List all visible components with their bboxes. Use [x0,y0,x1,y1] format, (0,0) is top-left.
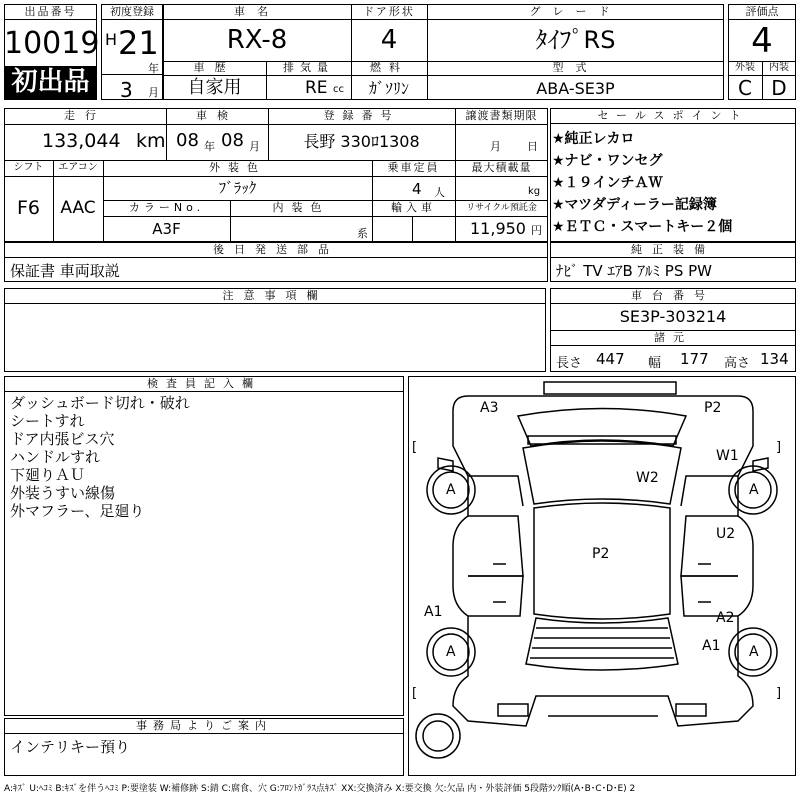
mark-a3: A3 [480,400,499,416]
year-unit: 年 [148,62,159,75]
footer-legend: A:ｷｽﾞ U:ﾍｺﾐ B:ｷｽﾞを伴うﾍｺﾐ P:要塗装 W:補修跡 S:錆 C:腐食、穴 G:ﾌﾛﾝﾄｶﾞﾗｽ点ｷｽﾞ XX:交換済み X:要交換 欠:欠品 内・外装評価 5段階ﾗﾝｸ順(A･B･C･D･E) 2 [4,784,636,794]
inspection-year: 08 [176,130,199,151]
door-label: ドア形状 [363,5,415,18]
transfer-day-unit: 日 [527,140,538,153]
inspector-note: ダッシュボード切れ・破れ [10,394,190,412]
score-label: 評価点 [745,5,779,18]
office-text: インテリキー預り [10,738,131,756]
inspector-note: 外マフラー、足廻り [10,502,145,520]
mark-wheel-rr: A [749,644,759,660]
mileage: 133,044 [42,130,121,152]
mark-a1-right: A1 [702,638,721,654]
history: 自家用 [187,77,242,98]
interior-color-label: 内装色 [272,201,330,214]
mark-u2: U2 [716,526,736,542]
sales-point: ★ナビ・ワンセグ [552,153,663,169]
lot-label: 出品番号 [4,4,97,20]
sales-points-list [552,128,796,238]
registration-label: 初度登録 [101,4,163,20]
fuel-label: 燃料 [370,61,408,74]
sales-point: ★１９インチＡＷ [552,175,663,191]
exterior-color-label: 外装色 [209,161,266,174]
top-bar [544,382,676,394]
recycle-amount: 11,950 [470,219,526,238]
exterior-color: ﾌﾞﾗｯｸ [218,179,257,197]
equipment-label: 純正装備 [550,242,796,258]
mileage-unit: km [136,130,166,152]
inspector-notes [10,394,400,520]
width: 177 [680,350,709,368]
model-code: ABA-SE3P [536,79,615,98]
plate-number: 長野 330ﾛ1308 [303,132,420,151]
shift: F6 [16,197,41,219]
car-name: RX-8 [226,25,288,55]
plate-label: 登録番号 [323,109,400,122]
recycle-unit: 円 [531,224,542,237]
later-parts-label: 後日発送部品 [4,242,548,258]
transfer-month-unit: 月 [490,140,501,153]
chassis-number: SE3P-303214 [619,307,727,326]
fuel: ｶﾞｿﾘﾝ [368,79,409,98]
color-no-label: カラーNo. [128,201,205,214]
mark-wheel-rl: A [446,644,456,660]
interior-color-unit: 系 [357,227,368,240]
sales-point: ★純正レカロ [552,131,635,147]
ac: AAC [60,198,96,218]
grade-label: グレード [529,5,622,18]
inspector-label: 検査員記入欄 [4,376,404,392]
registration-month: 3 [120,78,133,102]
office-label: 事務局よりご案内 [4,718,404,734]
car-diagram [408,376,796,776]
bracket-open-1: [ [412,440,418,455]
max-load-unit: kg [528,186,541,197]
max-load-label: 最大積載量 [471,161,532,174]
displacement-label: 排気量 [283,61,334,74]
era-mark: H [105,30,118,49]
shift-label: シフト [13,162,44,173]
history-label: 車歴 [193,61,236,74]
registration-year: 21 [118,24,159,62]
mark-wheel-fl: A [446,482,456,498]
interior-grade: D [771,76,787,100]
dimensions-label: 諸元 [550,330,796,346]
mark-w2: W2 [636,470,659,486]
displacement: RE [305,78,328,98]
mark-p2-mid: P2 [592,546,610,562]
chassis-label: 車台番号 [550,288,796,304]
inspection-label: 車検 [196,109,238,122]
inspection-year-unit: 年 [204,140,215,153]
bracket-open-2: [ [412,686,418,701]
sales-point: ★ＥＴＣ・スマートキー２個 [552,219,733,235]
month-unit: 月 [148,86,159,99]
exterior-grade-label: 外装 [735,62,755,73]
capacity-unit: 人 [434,186,445,199]
grade: ﾀｲﾌﾟRS [535,26,616,54]
inspection-month-unit: 月 [249,140,260,153]
import-label: 輸入車 [391,201,436,214]
mileage-label: 走行 [64,109,106,122]
transfer-docs-label: 譲渡書類期限 [465,109,538,122]
recycle-label: リサイクル預託金 [466,203,537,213]
length: 447 [596,350,625,368]
sales-point: ★マツダディーラー記録簿 [552,197,717,213]
model-label: 型式 [552,61,599,74]
door-count: 4 [380,25,398,55]
exterior-grade: C [738,76,752,100]
lot-number: 10019 [4,26,100,61]
length-label: 長さ [556,356,583,371]
sales-points-label: セールスポイント [550,108,796,124]
interior-grade-label: 内装 [769,62,789,73]
height: 134 [760,350,789,368]
mark-w1: W1 [716,448,739,464]
inspection-month: 08 [221,130,244,151]
mark-p2-top: P2 [704,400,722,416]
notes-label: 注意事項欄 [4,288,546,304]
bracket-close-1: ] [776,440,782,455]
displacement-unit: cc [333,84,344,95]
equipment-text: ﾅﾋﾞ TV ｴｱB ｱﾙﾐ PS PW [556,262,712,280]
color-no: A3F [152,220,181,238]
score: 4 [751,21,773,61]
later-parts-text: 保証書 車両取説 [10,262,120,280]
inspector-note: ドア内張ビス穴 [10,430,115,448]
width-label: 幅 [648,356,662,371]
inspector-note: ハンドルすれ [10,448,101,466]
mark-a2: A2 [716,610,735,626]
ac-label: エアコン [58,162,98,173]
rear-glass [526,618,678,670]
height-label: 高さ [724,356,751,371]
mark-wheel-fr: A [749,482,759,498]
bracket-close-2: ] [776,686,782,701]
capacity-label: 乗車定員 [387,161,440,174]
mark-a1-left: A1 [424,604,443,620]
inspector-note: シートすれ [10,412,85,430]
inspector-note: 外装うすい線傷 [10,484,116,502]
car-name-label: 車名 [234,5,280,18]
inspector-note: 下廻りＡＵ [10,466,86,484]
first-listing-badge: 初出品 [5,66,96,99]
capacity: 4 [412,180,422,198]
